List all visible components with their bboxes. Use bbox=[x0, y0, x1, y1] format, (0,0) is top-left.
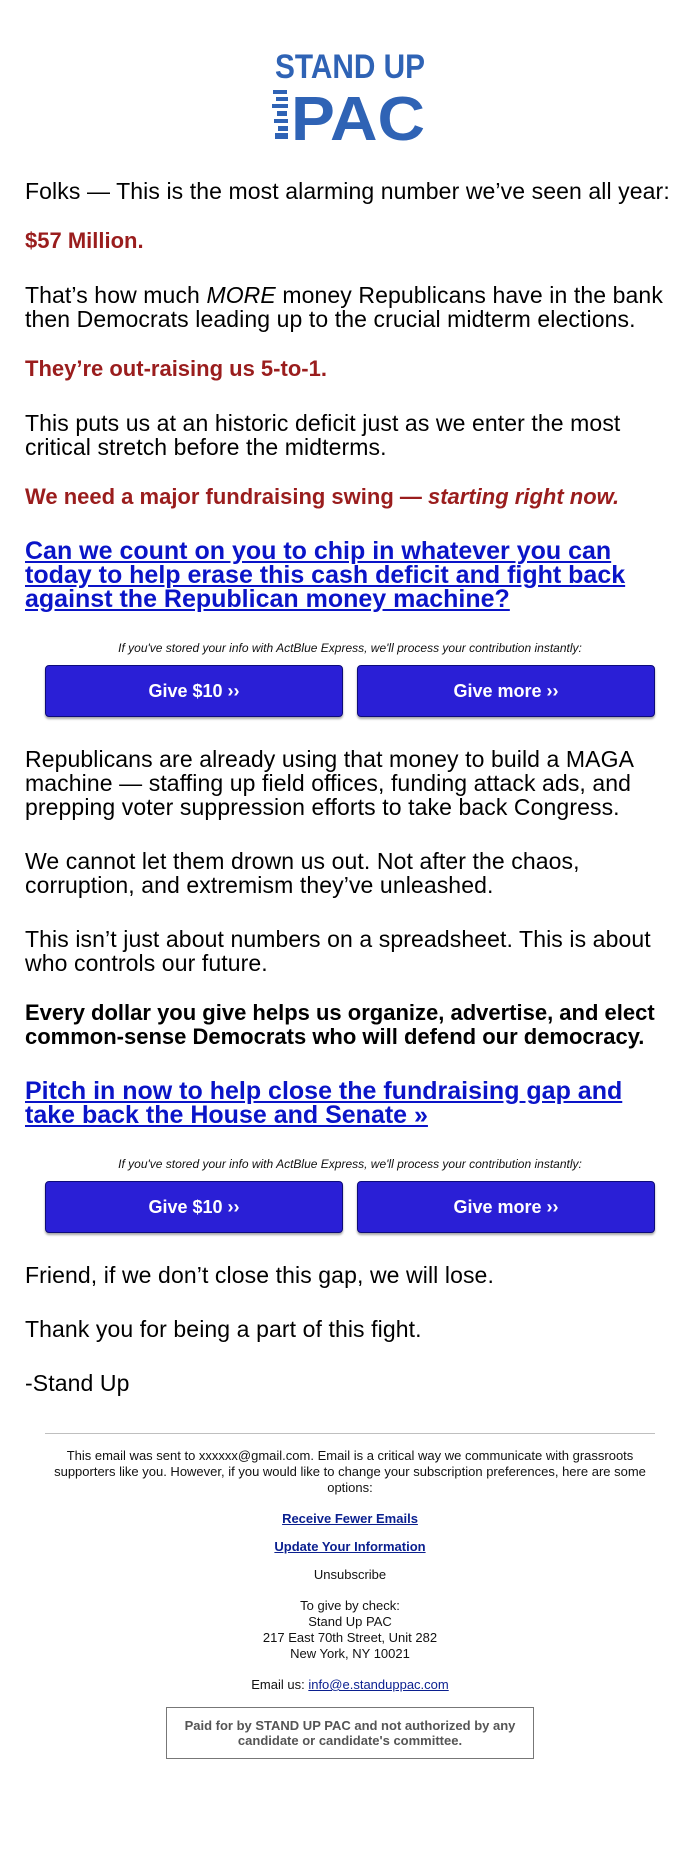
donate-button-row-2 bbox=[45, 1181, 655, 1233]
actblue-note: If you've stored your info with ActBlue Express, we'll process your contribution instantly: bbox=[118, 641, 582, 655]
email-footer bbox=[45, 1433, 655, 1759]
give-more-button-2[interactable]: Give more ›› bbox=[357, 1181, 655, 1233]
give-more-button[interactable]: Give more ›› bbox=[357, 665, 655, 717]
cta-link-chip-in[interactable]: Can we count on you to chip in whatever you can today to help erase this cash deficit and fight back against the Republican money machine? bbox=[25, 537, 626, 613]
paid-for-disclaimer: Paid for by STAND UP PAC and not authorized by any candidate or candidate's committee. bbox=[166, 1707, 534, 1759]
future-paragraph: This isn’t just about numbers on a spreadsheet. This is about who controls our future. bbox=[25, 926, 651, 976]
email-container bbox=[21, 0, 679, 1759]
update-information-link[interactable]: Update Your Information bbox=[274, 1539, 426, 1554]
check-label: To give by check: bbox=[300, 1598, 400, 1613]
receive-fewer-emails-link[interactable]: Receive Fewer Emails bbox=[282, 1511, 418, 1526]
email-us-line bbox=[45, 1677, 655, 1693]
donate-button-row bbox=[45, 665, 655, 717]
swing-text: We need a major fundraising swing — bbox=[25, 484, 428, 509]
money-text-a: That’s how much bbox=[25, 282, 207, 308]
logo-line1: STAND UP bbox=[275, 48, 425, 86]
give-10-button[interactable]: Give $10 ›› bbox=[45, 665, 343, 717]
email-body bbox=[21, 179, 679, 1395]
actblue-note-2: If you've stored your info with ActBlue Express, we'll process your contribution instantly: bbox=[118, 1157, 582, 1171]
swing-line bbox=[25, 485, 675, 509]
maga-paragraph: Republicans are already using that money to build a MAGA machine — staffing up field offices, funding attack ads, and prepping voter suppression efforts to take back Congress. bbox=[25, 746, 633, 820]
logo-crowd-graphic bbox=[272, 90, 288, 139]
gap-paragraph: Friend, if we don’t close this gap, we will lose. bbox=[25, 1262, 494, 1288]
swing-emphasis: starting right now. bbox=[428, 484, 620, 509]
signature: -Stand Up bbox=[25, 1370, 130, 1396]
email-us-link[interactable]: info@e.standuppac.com bbox=[308, 1677, 449, 1692]
check-city: New York, NY 10021 bbox=[290, 1646, 410, 1661]
email-us-label: Email us: bbox=[251, 1677, 309, 1692]
money-emphasis: MORE bbox=[206, 282, 276, 308]
check-org: Stand Up PAC bbox=[308, 1614, 392, 1629]
money-text-b: money Republicans have in the bank then Democrats leading up to the crucial midterm elections. bbox=[25, 282, 663, 332]
unsubscribe-link[interactable]: Unsubscribe bbox=[313, 1567, 387, 1582]
check-street: 217 East 70th Street, Unit 282 bbox=[262, 1630, 438, 1645]
give-10-button-2[interactable]: Give $10 ›› bbox=[45, 1181, 343, 1233]
stand-up-pac-logo bbox=[270, 42, 430, 146]
deficit-paragraph: This puts us at an historic deficit just as we enter the most critical stretch before the midterms. bbox=[25, 410, 621, 460]
cta-link-pitch-in[interactable]: Pitch in now to help close the fundraising gap and take back the House and Senate » bbox=[25, 1077, 623, 1129]
logo-line2: PAC bbox=[291, 85, 425, 146]
intro-paragraph: Folks — This is the most alarming number we’ve seen all year: bbox=[25, 178, 670, 204]
sent-to-text: This email was sent to xxxxxx@gmail.com. Email is a critical way we communicate with grassroots supporters like you. However, if you would like to change your subscription preferences, here are some options: bbox=[54, 1448, 646, 1495]
money-paragraph bbox=[25, 283, 675, 331]
headline-amount: $57 Million. bbox=[25, 228, 144, 253]
every-dollar-paragraph: Every dollar you give helps us organize, advertise, and elect common-sense Democrats who will defend our democracy. bbox=[25, 1000, 655, 1049]
outraising-line: They’re out-raising us 5-to-1. bbox=[25, 356, 327, 381]
drown-paragraph: We cannot let them drown us out. Not after the chaos, corruption, and extremism they’ve unleashed. bbox=[25, 848, 580, 898]
thanks-paragraph: Thank you for being a part of this fight. bbox=[25, 1316, 422, 1342]
